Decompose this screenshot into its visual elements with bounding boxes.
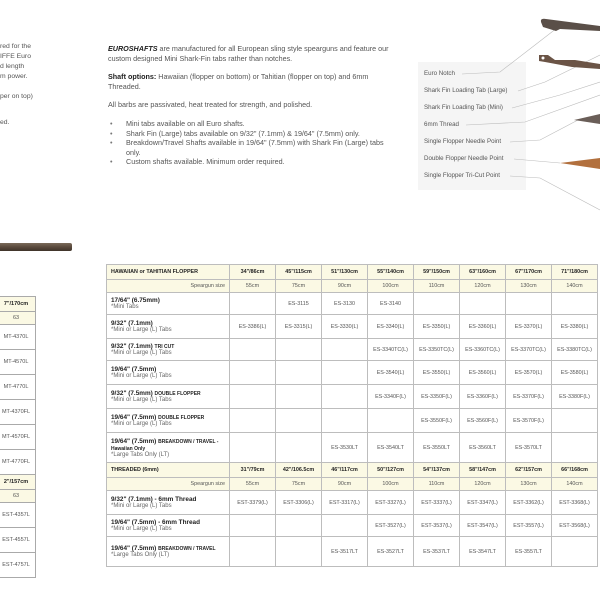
shaft-length-header: 31"/79cm <box>230 463 276 478</box>
part-number-cell: ES-3330(L) <box>322 315 368 339</box>
shaft-length-header: 55"/140cm <box>368 265 414 280</box>
part-number-cell <box>230 385 276 409</box>
speargun-size-value: 75cm <box>276 280 322 293</box>
product-cell <box>107 409 230 433</box>
shaft-options-label: Shaft options: <box>108 72 157 82</box>
shaft-length-header: 63"/160cm <box>460 265 506 280</box>
product-note: *Mini Tabs <box>111 304 139 310</box>
barbs-note: All barbs are passivated, heat treated for strength, and polished. <box>108 100 313 110</box>
speargun-size-value: 63 <box>0 312 36 325</box>
part-number-cell: ES-3360F(L) <box>460 385 506 409</box>
speargun-size-value: 120cm <box>460 478 506 491</box>
shaft-length-header: 34"/86cm <box>230 265 276 280</box>
part-number-cell <box>322 515 368 537</box>
part-number-cell <box>322 385 368 409</box>
left-text-line: red for the <box>0 43 31 50</box>
speargun-size-label: Speargun size <box>107 280 230 293</box>
part-number-cell: ES-3570(L) <box>506 361 552 385</box>
product-size: 19/64" (7.5mm) <box>111 366 157 373</box>
part-number-cell: ES-3540LT <box>368 433 414 463</box>
product-note: *Mini or Large (L) Tabs <box>111 503 172 509</box>
part-number-cell: EST-3557(L) <box>506 515 552 537</box>
part-number-cell: MT-4370L <box>0 325 36 350</box>
part-number-cell: EST-3568(L) <box>552 515 598 537</box>
shaft-length-header: 54"/137cm <box>414 463 460 478</box>
part-number-cell: ES-3315(L) <box>276 315 322 339</box>
part-number-cell <box>230 339 276 361</box>
intro-description: are manufactured for all European sling style spearguns and feature our custom designed Mini Shark-Fin tabs rather than notches. <box>108 44 389 63</box>
part-number-cell: ES-3340F(L) <box>368 385 414 409</box>
part-number-cell: ES-3570LT <box>506 433 552 463</box>
product-note: *Large Tabs Only (LT) <box>111 451 170 458</box>
speargun-size-value: 140cm <box>552 280 598 293</box>
speargun-size-value: 55cm <box>230 478 276 491</box>
product-cell <box>107 293 230 315</box>
part-number-cell <box>276 537 322 567</box>
product-size: 9/32" (7.1mm) <box>111 343 153 350</box>
part-number-cell: ES-3140 <box>368 293 414 315</box>
speargun-size-value: 130cm <box>506 280 552 293</box>
shaft-length-header: 58"/147cm <box>460 463 506 478</box>
left-text-line: per on top) <box>0 93 33 100</box>
table-row <box>107 361 598 385</box>
table-row <box>107 409 598 433</box>
part-number-cell: ES-3560F(L) <box>460 409 506 433</box>
shaft-length-header: 59"/150cm <box>414 265 460 280</box>
part-number-cell: MT-4570L <box>0 350 36 375</box>
product-cell <box>107 339 230 361</box>
product-cell <box>107 385 230 409</box>
speargun-size-value: 100cm <box>368 280 414 293</box>
speargun-size-value: 100cm <box>368 478 414 491</box>
product-note: *Mini or Large (L) Tabs <box>111 350 172 356</box>
section-header-row <box>107 265 598 280</box>
product-note: *Mini or Large (L) Tabs <box>111 373 172 379</box>
part-number-cell: ES-3350TC(L) <box>414 339 460 361</box>
part-number-cell: EST-3527(L) <box>368 515 414 537</box>
speargun-size-label: Speargun size <box>107 478 230 491</box>
leader-line <box>514 159 560 163</box>
product-note: *Large Tabs Only (LT) <box>111 552 170 558</box>
callout-6mm-thread: 6mm Thread <box>424 121 459 128</box>
table-row <box>107 315 598 339</box>
part-number-cell: ES-3547LT <box>460 537 506 567</box>
part-number-cell: ES-3560(L) <box>460 361 506 385</box>
left-text-line: ed. <box>0 119 10 126</box>
part-number-cell: ES-3550(L) <box>414 361 460 385</box>
callout-shark-fin-mini: Shark Fin Loading Tab (Mini) <box>424 104 503 111</box>
speargun-size-value: 75cm <box>276 478 322 491</box>
part-number-cell <box>230 433 276 463</box>
product-name <box>111 297 228 304</box>
shaft-length-header: 45"/115cm <box>276 265 322 280</box>
part-number-cell <box>276 385 322 409</box>
part-number-cell: EST-3337(L) <box>414 491 460 515</box>
speargun-size-value: 110cm <box>414 280 460 293</box>
speargun-size-row <box>107 478 598 491</box>
product-variant: DOUBLE FLOPPER <box>154 391 201 397</box>
feature-item: • Custom shafts available. Minimum order required. <box>108 157 398 167</box>
part-number-cell <box>552 433 598 463</box>
product-size: 17/64" (6.75mm) <box>111 297 160 304</box>
part-number-cell <box>276 515 322 537</box>
left-text-line: IFFE Euro <box>0 53 31 60</box>
part-number-cell: MT-4570FL <box>0 425 36 450</box>
part-number-cell: ES-3560LT <box>460 433 506 463</box>
part-number-cell <box>322 409 368 433</box>
product-size: 9/32" (7.1mm) - 6mm Thread <box>111 496 197 503</box>
callout-shark-fin-large: Shark Fin Loading Tab (Large) <box>424 87 508 94</box>
table-row <box>107 515 598 537</box>
section-header-row <box>107 463 598 478</box>
callout-euro-notch: Euro Notch <box>424 70 455 77</box>
product-size: 19/64" (7.5mm) <box>111 545 157 552</box>
brand-name: EUROSHAFTS <box>108 44 158 53</box>
part-number-cell <box>230 361 276 385</box>
part-number-cell: ES-3380F(L) <box>552 385 598 409</box>
product-name <box>111 414 228 421</box>
shaft-length-header: 51"/130cm <box>322 265 368 280</box>
section-title: THREADED (6mm) <box>107 463 230 478</box>
product-cell <box>107 537 230 567</box>
product-cell <box>107 315 230 339</box>
product-variant: TRI CUT <box>154 344 175 350</box>
callout-double-flopper-needle: Double Flopper Needle Point <box>424 155 504 162</box>
part-number-cell: ES-3530LT <box>322 433 368 463</box>
leader-line <box>510 120 578 142</box>
part-number-cell: EST-3537(L) <box>414 515 460 537</box>
product-variant: DOUBLE FLOPPER <box>158 415 205 421</box>
part-number-cell: EST-4357L <box>0 503 36 528</box>
part-number-cell: MT-4770FL <box>0 450 36 475</box>
callout-single-flopper-needle: Single Flopper Needle Point <box>424 138 502 145</box>
feature-item: • Breakdown/Travel Shafts available in 19/64" (7.5mm) with Shark Fin (Large) tabs only. <box>108 138 398 157</box>
part-number-cell: ES-3340TC(L) <box>368 339 414 361</box>
double-flopper-point-image <box>560 158 600 169</box>
shaft-length-header: 71"/180cm <box>552 265 598 280</box>
table-row <box>107 433 598 463</box>
part-number-cell <box>276 409 322 433</box>
table-row <box>107 385 598 409</box>
part-number-cell: ES-3527LT <box>368 537 414 567</box>
shaft-length-header: 46"/117cm <box>322 463 368 478</box>
product-size: 19/64" (7.5mm) <box>111 437 157 445</box>
shaft-length-header: 42"/106.5cm <box>276 463 322 478</box>
product-name <box>111 366 228 373</box>
part-number-cell: EST-3379(L) <box>230 491 276 515</box>
leader-line <box>512 82 600 108</box>
shaft-length-header: 67"/170cm <box>506 265 552 280</box>
product-cell <box>107 491 230 515</box>
speargun-size-value: 130cm <box>506 478 552 491</box>
part-number-cell: ES-3370(L) <box>506 315 552 339</box>
product-note: *Mini or Large (L) Tabs <box>111 397 172 403</box>
speargun-size-value: 55cm <box>230 280 276 293</box>
shaft-spec-table <box>106 264 598 567</box>
shaft-length-header: 66"/168cm <box>552 463 598 478</box>
speargun-size-value: 110cm <box>414 478 460 491</box>
part-number-cell: EST-3317(L) <box>322 491 368 515</box>
table-row <box>107 293 598 315</box>
part-number-cell: EST-4557L <box>0 528 36 553</box>
shark-fin-tab-shaft-image <box>539 55 600 69</box>
leader-line <box>510 176 600 210</box>
part-number-cell: MT-4370FL <box>0 400 36 425</box>
part-number-cell <box>230 515 276 537</box>
part-number-cell: EST-3327(L) <box>368 491 414 515</box>
product-note: *Mini or Large (L) Tabs <box>111 421 172 427</box>
part-number-cell: EST-3362(L) <box>506 491 552 515</box>
part-number-cell: ES-3550F(L) <box>414 409 460 433</box>
feature-item: • Mini tabs available on all Euro shafts. <box>108 119 398 129</box>
part-number-cell <box>276 339 322 361</box>
product-name <box>111 438 228 452</box>
table-row <box>107 491 598 515</box>
speargun-size-value: 63 <box>0 490 36 503</box>
product-name <box>111 320 228 327</box>
part-number-cell: ES-3340(L) <box>368 315 414 339</box>
part-number-cell: ES-3350F(L) <box>414 385 460 409</box>
part-number-cell: ES-3537LT <box>414 537 460 567</box>
length-header: 2"/157cm <box>0 475 36 490</box>
product-name <box>111 343 228 350</box>
table-row <box>107 339 598 361</box>
product-name <box>111 390 228 397</box>
spear-tips <box>539 19 600 169</box>
product-name <box>111 519 228 526</box>
part-number-cell <box>230 409 276 433</box>
callout-tri-cut-point: Single Flopper Tri-Cut Point <box>424 172 501 179</box>
part-number-cell: ES-3370TC(L) <box>506 339 552 361</box>
length-header: 7"/170cm <box>0 297 36 312</box>
part-number-cell: EST-3547(L) <box>460 515 506 537</box>
part-number-cell: ES-3570F(L) <box>506 409 552 433</box>
shaft-options-text: Hawaiian (flopper on bottom) or Tahitian (flopper on top) and 6mm Threaded. <box>108 72 369 91</box>
part-number-cell: ES-3540(L) <box>368 361 414 385</box>
speargun-size-row <box>107 280 598 293</box>
product-note: *Mini or Large (L) Tabs <box>111 327 172 333</box>
part-number-cell: ES-3360(L) <box>460 315 506 339</box>
part-number-cell <box>322 361 368 385</box>
euro-notch-shaft-image <box>541 19 600 31</box>
part-number-cell: EST-3347(L) <box>460 491 506 515</box>
part-number-cell <box>322 339 368 361</box>
product-cell <box>107 433 230 463</box>
part-number-cell: EST-4757L <box>0 553 36 578</box>
table-row <box>107 537 598 567</box>
part-number-cell: ES-3115 <box>276 293 322 315</box>
shaft-length-header: 50"/127cm <box>368 463 414 478</box>
part-number-cell <box>230 537 276 567</box>
product-name <box>111 496 228 503</box>
product-note: *Mini or Large (L) Tabs <box>111 526 172 532</box>
part-number-cell: MT-4770L <box>0 375 36 400</box>
part-number-cell: ES-3380(L) <box>552 315 598 339</box>
product-size: 9/32" (7.5mm) <box>111 390 153 397</box>
speargun-size-value: 140cm <box>552 478 598 491</box>
part-number-cell <box>506 293 552 315</box>
tab-hole-icon <box>542 57 545 60</box>
part-number-cell: ES-3517LT <box>322 537 368 567</box>
section-title: HAWAIIAN or TAHITIAN FLOPPER <box>107 265 230 280</box>
product-size: 19/64" (7.5mm) <box>111 414 157 421</box>
part-number-cell <box>414 293 460 315</box>
part-number-cell: ES-3130 <box>322 293 368 315</box>
part-number-cell: ES-3360TC(L) <box>460 339 506 361</box>
product-size: 9/32" (7.1mm) <box>111 320 153 327</box>
part-number-cell <box>276 433 322 463</box>
left-text-line: m power. <box>0 73 28 80</box>
feature-item: • Shark Fin (Large) tabs available on 9/32" (7.1mm) & 19/64" (7.5mm) only. <box>108 129 398 139</box>
part-number-cell <box>552 409 598 433</box>
part-number-cell <box>276 361 322 385</box>
part-number-cell: ES-3380TC(L) <box>552 339 598 361</box>
product-variant: BREAKDOWN / TRAVEL - Hawaiian Only <box>111 438 219 452</box>
leader-line <box>462 28 557 74</box>
part-number-cell: ES-3370F(L) <box>506 385 552 409</box>
product-cell <box>107 515 230 537</box>
product-variant: BREAKDOWN / TRAVEL <box>158 546 216 552</box>
part-number-cell: EST-3368(L) <box>552 491 598 515</box>
product-cell <box>107 361 230 385</box>
speargun-size-value: 90cm <box>322 478 368 491</box>
part-number-cell: ES-3550LT <box>414 433 460 463</box>
shaft-length-header: 62"/157cm <box>506 463 552 478</box>
part-number-cell <box>552 293 598 315</box>
left-text-line: d length <box>0 63 25 70</box>
part-number-cell: EST-3306(L) <box>276 491 322 515</box>
needle-point-image <box>574 114 600 124</box>
product-size: 19/64" (7.5mm) - 6mm Thread <box>111 519 200 526</box>
part-number-cell: ES-3386(L) <box>230 315 276 339</box>
part-number-cell <box>230 293 276 315</box>
part-number-cell: ES-3557LT <box>506 537 552 567</box>
product-name <box>111 545 228 552</box>
part-number-cell: ES-3580(L) <box>552 361 598 385</box>
speargun-size-value: 120cm <box>460 280 506 293</box>
part-number-cell <box>552 537 598 567</box>
speargun-size-value: 90cm <box>322 280 368 293</box>
part-number-cell: ES-3350(L) <box>414 315 460 339</box>
part-number-cell <box>368 409 414 433</box>
part-number-cell <box>460 293 506 315</box>
